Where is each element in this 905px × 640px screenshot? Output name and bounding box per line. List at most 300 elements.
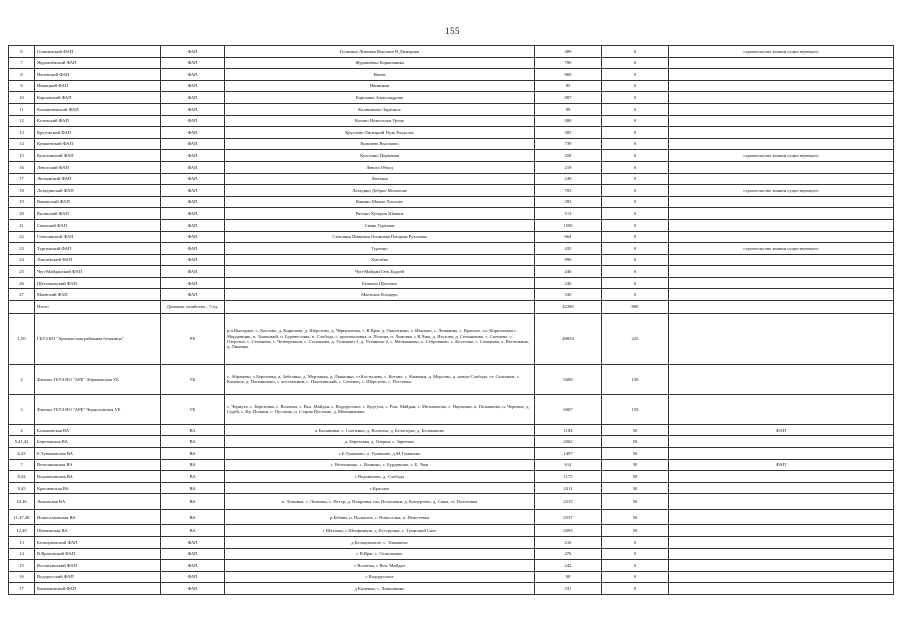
distance-cell: 50 xyxy=(602,436,669,448)
row-number-cell: 7 xyxy=(9,459,35,471)
note-cell xyxy=(669,103,894,115)
facility-type-cell: ФАП xyxy=(161,196,225,208)
distance-cell: 0 xyxy=(602,196,669,208)
distance-cell: 50 xyxy=(602,509,669,525)
distance-cell: 0 xyxy=(602,537,669,549)
settlements-served-cell: д Каменка, с. Ломашкино xyxy=(225,583,535,595)
facility-type-cell: ФАП xyxy=(161,80,225,92)
population-cell: 664 xyxy=(535,231,602,243)
facility-type-cell: УБ xyxy=(161,394,225,424)
table-row xyxy=(9,448,894,460)
facility-name-cell: Лютынский ФАП xyxy=(35,173,161,185)
facility-type-cell: ФАП xyxy=(161,231,225,243)
distance-cell: 150 xyxy=(602,364,669,394)
row-number-cell: 8 xyxy=(9,69,35,81)
facility-name-cell: Водорусский ФАП xyxy=(35,571,161,583)
note-cell: строительство взамен существующего xyxy=(669,243,894,255)
row-number-cell: 25 xyxy=(9,266,35,278)
table-row xyxy=(9,57,894,69)
facility-name-cell: Калиничевский ФАП xyxy=(35,103,161,115)
population-cell: 1497 xyxy=(535,448,602,460)
facility-type-cell: ФАП xyxy=(161,243,225,255)
facility-name-cell: Свенский ФАП xyxy=(35,219,161,231)
settlements-served-cell: с.Б.Туманово, о. Туманово, д.М.Туманово xyxy=(225,448,535,460)
population-cell: 6007 xyxy=(535,394,602,424)
table-row xyxy=(9,424,894,436)
table-row xyxy=(9,571,894,583)
note-cell xyxy=(669,208,894,220)
row-number-cell: 6,43 xyxy=(9,448,35,460)
settlements-served-cell: Лютыня xyxy=(225,173,535,185)
facility-name-cell: Круговский ФАП xyxy=(35,127,161,139)
settlements-served-cell: с Волчиха, с Вол. Майдан xyxy=(225,560,535,572)
note-cell xyxy=(669,560,894,572)
note-cell: строительство взамен существующего xyxy=(669,46,894,58)
distance-cell: 50 xyxy=(602,482,669,494)
distance-cell: 0 xyxy=(602,173,669,185)
note-cell xyxy=(669,80,894,92)
facility-type-cell: ФАП xyxy=(161,127,225,139)
distance-cell: 50 xyxy=(602,448,669,460)
settlements-served-cell: д Бельцовчатое, с. Тимашево xyxy=(225,537,535,549)
distance-cell: 0 xyxy=(602,57,669,69)
table-row xyxy=(9,138,894,150)
note-cell xyxy=(669,525,894,537)
distance-cell: 50 xyxy=(602,424,669,436)
table-row xyxy=(9,583,894,595)
settlements-served-cell: с Водоватово, д. Слобода xyxy=(225,471,535,483)
distance-cell: 150 xyxy=(602,394,669,424)
settlements-served-cell: с Водорусское xyxy=(225,571,535,583)
settlements-served-cell: с.Красное xyxy=(225,482,535,494)
facility-type-cell: ФАП xyxy=(161,571,225,583)
table-row xyxy=(9,560,894,572)
row-number-cell: 11,47,48 xyxy=(9,509,35,525)
note-cell xyxy=(669,115,894,127)
row-number-cell: 11 xyxy=(9,103,35,115)
population-cell: 476 xyxy=(535,548,602,560)
settlements-served-cell: Карповка Александрова xyxy=(225,92,535,104)
settlements-served-cell: с Шатлава, с Шелфинцов, д. Беструнки, с. Тумилной Снег xyxy=(225,525,535,537)
row-number-cell: 22 xyxy=(9,231,35,243)
settlements-served-cell: Свень Туртыки xyxy=(225,219,535,231)
table-row xyxy=(9,525,894,537)
row-number-cell: 2 xyxy=(9,364,35,394)
settlements-served-cell: Журавлёвка Коржовинка xyxy=(225,57,535,69)
table-row xyxy=(9,196,894,208)
facility-type-cell: ФАП xyxy=(161,173,225,185)
population-cell: 2411 xyxy=(535,482,602,494)
settlements-served-cell: Кумшево Высоково xyxy=(225,138,535,150)
facility-type-cell: ФАП xyxy=(161,254,225,266)
distance-cell: 0 xyxy=(602,92,669,104)
facility-name-cell: Б.Тумановская ВА xyxy=(35,448,161,460)
distance-cell: 0 xyxy=(602,571,669,583)
distance-cell: 0 xyxy=(602,560,669,572)
table-row xyxy=(9,313,894,364)
note-cell xyxy=(669,69,894,81)
row-number-cell: 3 xyxy=(9,394,35,424)
note-cell xyxy=(669,494,894,510)
table-row xyxy=(9,231,894,243)
row-number-cell: 7 xyxy=(9,57,35,69)
note-cell xyxy=(669,301,894,314)
distance-cell: 0 xyxy=(602,231,669,243)
table-row xyxy=(9,185,894,197)
table-body xyxy=(9,46,894,595)
facility-type-cell: ФАП xyxy=(161,266,225,278)
facility-name-cell: Ломовская ВА xyxy=(35,494,161,510)
facility-type-cell: ФАП xyxy=(161,208,225,220)
distance-cell: 0 xyxy=(602,219,669,231)
note-cell xyxy=(669,509,894,525)
table-row xyxy=(9,494,894,510)
note-cell xyxy=(669,571,894,583)
population-cell: 99 xyxy=(535,103,602,115)
facility-type-cell: ФАП xyxy=(161,185,225,197)
population-cell: 90 xyxy=(535,571,602,583)
facility-name-cell: Березовская ВА xyxy=(35,436,161,448)
facility-type-cell: ВА xyxy=(161,424,225,436)
settlements-served-cell: с. Абрамово, с.Березовка, д. Забелино, д. Морлинка, д. Лыкшино, ст.Костылево, с. Котово, с. Каменки, д. Морсово, д. новые Слобода, ст. Салтыков, с. Каменск, д. Поповичено, с. костыликов, с. Пахотинский, с. Сеченец, с. Шерстово, с. Пестовка. xyxy=(225,364,535,394)
row-number-cell: 16 xyxy=(9,161,35,173)
table-row xyxy=(9,115,894,127)
note-cell: строительство взамен существующего xyxy=(669,150,894,162)
row-number-cell: 14 xyxy=(9,548,35,560)
facility-name-cell: Бельцовчаский ФАП xyxy=(35,537,161,549)
facility-name-cell: Журавлёвский ФАП xyxy=(35,57,161,69)
settlements-served-cell: Голятино Липовка Высокое Н.Дмитриев xyxy=(225,46,535,58)
distance-cell: 0 xyxy=(602,289,669,301)
note-cell xyxy=(669,161,894,173)
population-cell: 435 xyxy=(535,243,602,255)
table-row xyxy=(9,127,894,139)
note-cell xyxy=(669,537,894,549)
note-cell xyxy=(669,138,894,150)
note-cell xyxy=(669,448,894,460)
settlements-served-cell: Калиничево Заречное xyxy=(225,103,535,115)
settlements-served-cell: с В.Враг, с. Осоклышко xyxy=(225,548,535,560)
row-number-cell: 13 xyxy=(9,537,35,549)
population-cell: 585 xyxy=(535,127,602,139)
facility-type-cell: ВА xyxy=(161,436,225,448)
facility-name-cell: Новоселковская ВА xyxy=(35,509,161,525)
facility-name-cell: Карповский ФАП xyxy=(35,92,161,104)
row-number-cell: 9 xyxy=(9,80,35,92)
settlements-served-cell: п. Ломовка, с. Ломовка, с. Пестр, д. Покровка, пм. Полотовки, д. Кощертово, д. Саша, ст. Полотовка xyxy=(225,494,535,510)
facility-name-cell: Филиал ГБУЗ НО "АРБ" Чернуховская УБ xyxy=(35,394,161,424)
note-cell xyxy=(669,127,894,139)
facility-type-cell: ВА xyxy=(161,482,225,494)
facility-type-cell: УБ xyxy=(161,364,225,394)
facility-name-cell: Каменковский ФАП xyxy=(35,583,161,595)
distance-cell: 50 xyxy=(602,471,669,483)
settlements-served-cell: Ванино Малые Хохлово xyxy=(225,196,535,208)
facility-type-cell: ФАП xyxy=(161,583,225,595)
facility-name-cell: Голятинский ФАП xyxy=(35,46,161,58)
population-cell: 85 xyxy=(535,80,602,92)
facility-name-cell: Левотский ФАП xyxy=(35,161,161,173)
distance-cell: 0 xyxy=(602,254,669,266)
table-row xyxy=(9,277,894,289)
note-cell xyxy=(669,254,894,266)
facility-name-cell: Рясинский ФАП xyxy=(35,208,161,220)
facility-name-cell: В.Враговский ФАП xyxy=(35,548,161,560)
facility-type-cell: ФАП xyxy=(161,150,225,162)
population-cell: 1500 xyxy=(535,219,602,231)
facility-type-cell: ФАП xyxy=(161,69,225,81)
settlements-served-cell: Лозадино Доброе Мочалове xyxy=(225,185,535,197)
facility-type-cell: ФАП xyxy=(161,219,225,231)
distance-cell: 0 xyxy=(602,243,669,255)
facility-type-cell: ФАП xyxy=(161,277,225,289)
facility-type-cell: РБ xyxy=(161,313,225,364)
distance-cell: 0 xyxy=(602,150,669,162)
population-cell: 489 xyxy=(535,46,602,58)
facility-name-cell: Лозадинский ФАП xyxy=(35,185,161,197)
facility-name-cell: Балыковская ВА xyxy=(35,424,161,436)
table-row xyxy=(9,459,894,471)
population-cell: 890 xyxy=(535,254,602,266)
population-cell: 42280 xyxy=(535,301,602,314)
facility-name-cell: Котовский ФАП xyxy=(35,115,161,127)
row-number-cell: 6 xyxy=(9,46,35,58)
table-row xyxy=(9,537,894,549)
facility-type-cell: ВА xyxy=(161,509,225,525)
facility-type-cell: ФАП xyxy=(161,115,225,127)
facility-type-cell: ВА xyxy=(161,471,225,483)
facility-name-cell: Шатковская ВА xyxy=(35,525,161,537)
facility-name-cell: Чуп-Майданский ФАП xyxy=(35,266,161,278)
facility-type-cell: ФАП xyxy=(161,537,225,549)
facility-type-cell: Домовые хозяйства – 5 ед. xyxy=(161,301,225,314)
table-row xyxy=(9,80,894,92)
settlements-served-cell: Кулотино Первомая xyxy=(225,150,535,162)
settlements-served-cell: Круглово Липецкий Пуль Раздолье xyxy=(225,127,535,139)
row-number-cell: 10 xyxy=(9,92,35,104)
row-number-cell: 13 xyxy=(9,127,35,139)
note-cell: ФАП xyxy=(669,424,894,436)
table-row xyxy=(9,254,894,266)
row-number-cell: 8,44 xyxy=(9,471,35,483)
table-row xyxy=(9,266,894,278)
note-cell: строительство взамен существующего xyxy=(669,185,894,197)
population-cell: 2062 xyxy=(535,436,602,448)
population-cell: 9408 xyxy=(535,364,602,394)
row-number-cell: 16 xyxy=(9,571,35,583)
row-number-cell: 17 xyxy=(9,173,35,185)
settlements-served-cell: Хмелёво xyxy=(225,254,535,266)
facility-name-cell: Хмелёвский ФАП xyxy=(35,254,161,266)
settlements-served-cell: Маевское Кльцеро xyxy=(225,289,535,301)
population-cell: 1175 xyxy=(535,471,602,483)
distance-cell: 0 xyxy=(602,548,669,560)
population-cell: 1184 xyxy=(535,424,602,436)
note-cell xyxy=(669,436,894,448)
facility-type-cell: ВА xyxy=(161,448,225,460)
row-number-cell xyxy=(9,301,35,314)
table-row xyxy=(9,208,894,220)
row-number-cell: 21 xyxy=(9,219,35,231)
distance-cell: 0 xyxy=(602,208,669,220)
facility-name-cell: Филиал ГБУЗ НО "АРБ" Абрамовская УБ xyxy=(35,364,161,394)
facility-name-cell: Щеточковский ФАП xyxy=(35,277,161,289)
row-number-cell: 9,45 xyxy=(9,482,35,494)
population-cell: 283 xyxy=(535,196,602,208)
table-row xyxy=(9,436,894,448)
note-cell xyxy=(669,482,894,494)
note-cell: ФАП xyxy=(669,459,894,471)
table-row xyxy=(9,301,894,314)
note-cell xyxy=(669,548,894,560)
population-cell: 2537 xyxy=(535,509,602,525)
facility-name-cell: Стеклянский ФАП xyxy=(35,231,161,243)
population-cell: 739 xyxy=(535,138,602,150)
row-number-cell: 15 xyxy=(9,560,35,572)
settlements-served-cell: Стеклянн Пищевая Осиновая Плоцкая Рухловая xyxy=(225,231,535,243)
facility-type-cell: ФАП xyxy=(161,161,225,173)
distance-cell: 50 xyxy=(602,459,669,471)
settlements-served-cell: Тургино xyxy=(225,243,535,255)
row-number-cell: 10,46 xyxy=(9,494,35,510)
population-cell: 786 xyxy=(535,57,602,69)
population-cell: 331 xyxy=(535,583,602,595)
facility-name-cell: Кулотинский ФАП xyxy=(35,150,161,162)
distance-cell: 0 xyxy=(602,127,669,139)
facility-type-cell: ФАП xyxy=(161,560,225,572)
settlements-served-cell: Белково Щеточки xyxy=(225,277,535,289)
distance-cell: 0 xyxy=(602,583,669,595)
table-row xyxy=(9,92,894,104)
table-row xyxy=(9,243,894,255)
distance-cell: 0 xyxy=(602,138,669,150)
population-cell: 614 xyxy=(535,459,602,471)
settlements-served-cell: р.п.Выездное, с. Хохлово, д. Кирилова, д. Шерстово, д. Чёрнушечка, с. В.Враг, д. Окшотково, с. Ивалово, с. Лемяково, с. Красное, ол. Кирилловка с. Мордовщик, п. Тишенкий, п. Буревестник, п. Слобода, с. протоколовка, п. Полина, п. Ломовка, с В.Чиж, д. Изузово, д. Сельниково, с. Спешево, с. Озерское, с. Семенова, с. Четвертинов, с. Степанова, д. Ухтинено-1, д. Ухтинено-2, с. Мельниково, о. Себровково, с. Косточко, с. Семенова, о. Ветошкина, д. Линевка. xyxy=(225,313,535,364)
settlements-served-cell: п.Балыковка, с. Слепенко, д. Волчиха, д. Белогорье, д. Бельканово xyxy=(225,424,535,436)
facility-name-cell: ГБУЗ КО "Арзамасская районная больница" xyxy=(35,313,161,364)
distance-cell: 0 xyxy=(602,69,669,81)
population-cell: 486 xyxy=(535,115,602,127)
settlements-served-cell: с. Ветошкино, с. Вазнино, с. Бурдиново, с. Б. Чиж xyxy=(225,459,535,471)
facility-name-cell: Водоватовская ВА xyxy=(35,471,161,483)
note-cell xyxy=(669,231,894,243)
distance-cell: 0 xyxy=(602,80,669,92)
settlements-served-cell: д. Березовка, д. Озерки, с. Заречное xyxy=(225,436,535,448)
note-cell xyxy=(669,266,894,278)
settlements-served-cell xyxy=(225,301,535,314)
facilities-table xyxy=(8,45,894,595)
distance-cell: 0 xyxy=(602,185,669,197)
row-number-cell: 12,49 xyxy=(9,525,35,537)
population-cell: 216 xyxy=(535,537,602,549)
facility-type-cell: ВА xyxy=(161,494,225,510)
facility-type-cell: ФАП xyxy=(161,46,225,58)
row-number-cell: 5,41,42 xyxy=(9,436,35,448)
facility-name-cell: Красненская ВА xyxy=(35,482,161,494)
facility-type-cell: ВА xyxy=(161,525,225,537)
note-cell xyxy=(669,471,894,483)
distance-cell: 225 xyxy=(602,313,669,364)
row-number-cell: 12 xyxy=(9,115,35,127)
facility-type-cell: ФАП xyxy=(161,289,225,301)
facility-type-cell: ФАП xyxy=(161,57,225,69)
facility-type-cell: ФАП xyxy=(161,548,225,560)
table-row xyxy=(9,482,894,494)
row-number-cell: 26 xyxy=(9,277,35,289)
distance-cell: 800 xyxy=(602,301,669,314)
row-number-cell: 24 xyxy=(9,254,35,266)
table-row xyxy=(9,471,894,483)
note-cell xyxy=(669,173,894,185)
population-cell: 246 xyxy=(535,266,602,278)
facility-name-cell: Итого xyxy=(35,301,161,314)
distance-cell: 50 xyxy=(602,525,669,537)
population-cell: 703 xyxy=(535,185,602,197)
settlements-served-cell: Рясино Хуторок Шашки xyxy=(225,208,535,220)
note-cell xyxy=(669,289,894,301)
facility-name-cell: Кумшевский ФАП xyxy=(35,138,161,150)
row-number-cell: 23 xyxy=(9,243,35,255)
row-number-cell: 18 xyxy=(9,185,35,197)
table-row xyxy=(9,289,894,301)
note-cell xyxy=(669,364,894,394)
note-cell xyxy=(669,219,894,231)
population-cell: 513 xyxy=(535,208,602,220)
table-row xyxy=(9,364,894,394)
settlements-served-cell: Котово Новоселки Урочь xyxy=(225,115,535,127)
facility-type-cell: ВА xyxy=(161,459,225,471)
row-number-cell: 20 xyxy=(9,208,35,220)
note-cell xyxy=(669,57,894,69)
row-number-cell: 1,50 xyxy=(9,313,35,364)
row-number-cell: 27 xyxy=(9,289,35,301)
facility-type-cell: ФАП xyxy=(161,103,225,115)
facility-name-cell: Ивницкий ФАП xyxy=(35,80,161,92)
facility-type-cell: ФАП xyxy=(161,92,225,104)
row-number-cell: 19 xyxy=(9,196,35,208)
settlements-served-cell: Левота Обход xyxy=(225,161,535,173)
population-cell: 869 xyxy=(535,69,602,81)
settlements-served-cell: р.Бебяво, п. Полкотов, с. Новоселки, п. Пешстевка xyxy=(225,509,535,525)
distance-cell: 0 xyxy=(602,46,669,58)
population-cell: 887 xyxy=(535,92,602,104)
facility-name-cell: Волчихинский ФАП xyxy=(35,560,161,572)
table-row xyxy=(9,46,894,58)
population-cell: 242 xyxy=(535,560,602,572)
population-cell: 219 xyxy=(535,161,602,173)
note-cell xyxy=(669,313,894,364)
table-row xyxy=(9,394,894,424)
facility-name-cell: Ветошкинская ВА xyxy=(35,459,161,471)
table-row xyxy=(9,219,894,231)
note-cell xyxy=(669,277,894,289)
page-number: 155 xyxy=(445,26,460,36)
table-row xyxy=(9,150,894,162)
settlements-served-cell: Ивлев xyxy=(225,69,535,81)
facility-name-cell: Маевский ФАП xyxy=(35,289,161,301)
distance-cell: 0 xyxy=(602,266,669,278)
facility-name-cell: Тургинский ФАП xyxy=(35,243,161,255)
table-row xyxy=(9,69,894,81)
table-row xyxy=(9,173,894,185)
population-cell: 248 xyxy=(535,173,602,185)
note-cell xyxy=(669,394,894,424)
table-row xyxy=(9,161,894,173)
row-number-cell: 17 xyxy=(9,583,35,595)
facility-name-cell: Ванинский ФАП xyxy=(35,196,161,208)
note-cell xyxy=(669,196,894,208)
distance-cell: 0 xyxy=(602,277,669,289)
